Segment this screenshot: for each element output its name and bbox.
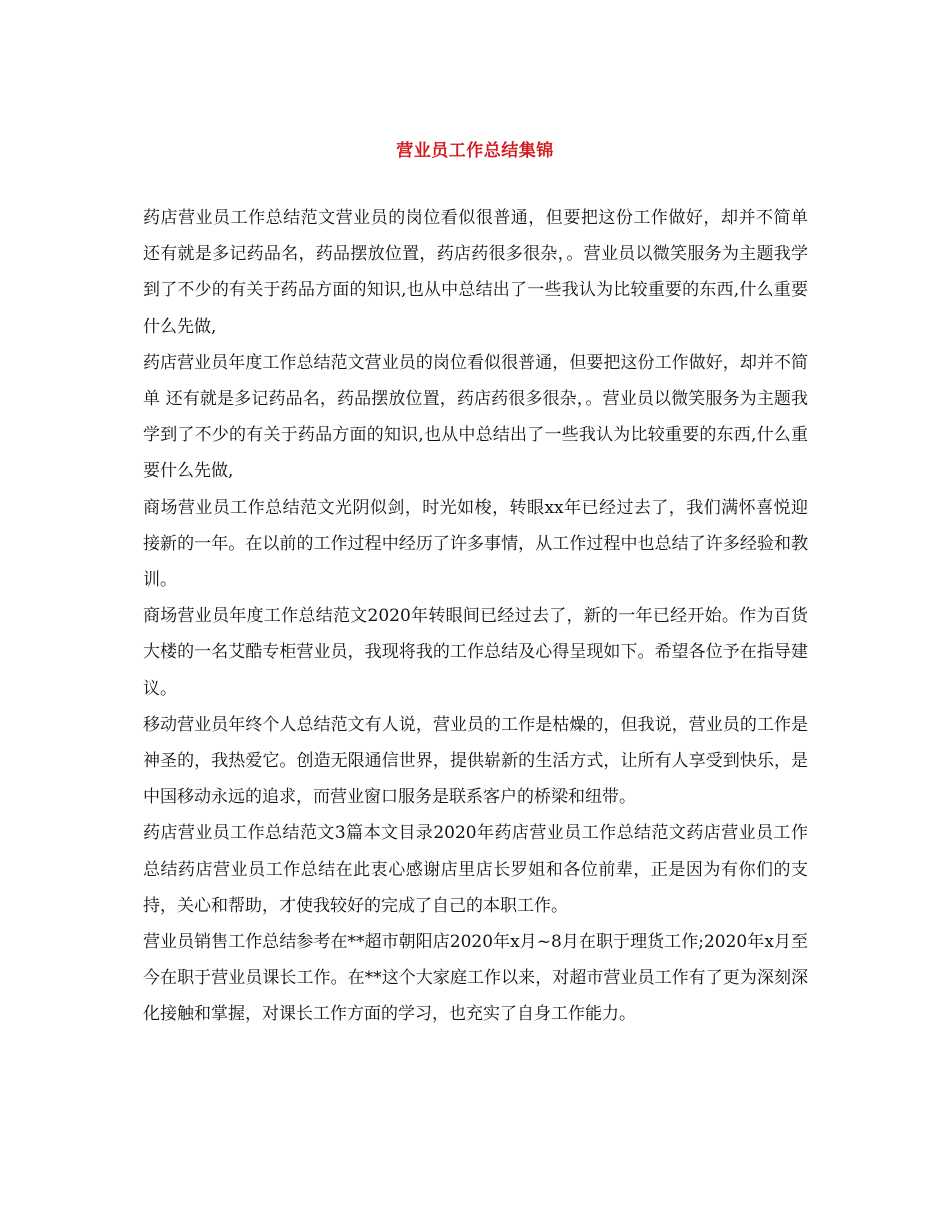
document-body xyxy=(143,200,808,1033)
paragraph: 药店营业员工作总结范文3篇本文目录2020年药店营业员工作总结范文药店营业员工作总结药店营业员工作总结在此衷心感谢店里店长罗姐和各位前辈，正是因为有你们的支持，关心和帮助，才使我较好的完成了自己的本职工作。 xyxy=(143,823,808,916)
paragraph: 药店营业员工作总结范文营业员的岗位看似很普通，但要把这份工作做好，却并不简单 还有就是多记药品名，药品摆放位置，药店药很多很杂，。营业员以微笑服务为主题我学到了不少的有关于药品方面的知识,也从中总结出了一些我认为比较重要的东西,什么重要什么先做, xyxy=(143,208,808,337)
document-title: 营业员工作总结集锦 xyxy=(396,141,554,161)
paragraph: 药店营业员年度工作总结范文营业员的岗位看似很普通，但要把这份工作做好，却并不简单 还有就是多记药品名，药品摆放位置，药店药很多很杂，。营业员以微笑服务为主题我学到了不少的有关于药品方面的知识,也从中总结出了一些我认为比较重要的东西,什么重要什么先做, xyxy=(143,352,808,482)
paragraph: 商场营业员工作总结范文光阴似剑，时光如梭，转眼xx年已经过去了，我们满怀喜悦迎接新的一年。在以前的工作过程中经历了许多事情，从工作过程中也总结了许多经验和教训。 xyxy=(143,497,808,591)
paragraph: 营业员销售工作总结参考在**超市朝阳店2020年x月~8月在职于理货工作;2020年x月至今在职于营业员课长工作。在**这个大家庭工作以来，对超市营业员工作有了更为深刻深化接触和掌握，对课长工作方面的学习，也充实了自身工作能力。 xyxy=(143,932,808,1025)
paragraph: 商场营业员年度工作总结范文2020年转眼间已经过去了，新的一年已经开始。作为百货大楼的一名艾酷专柜营业员，我现将我的工作总结及心得呈现如下。希望各位予在指导建议。 xyxy=(143,606,808,699)
paragraph: 移动营业员年终个人总结范文有人说，营业员的工作是枯燥的，但我说，营业员的工作是神圣的，我热爱它。创造无限通信世界，提供崭新的生活方式，让所有人享受到快乐，是中国移动永远的追求，而营业窗口服务是联系客户的桥梁和纽带。 xyxy=(143,714,808,808)
